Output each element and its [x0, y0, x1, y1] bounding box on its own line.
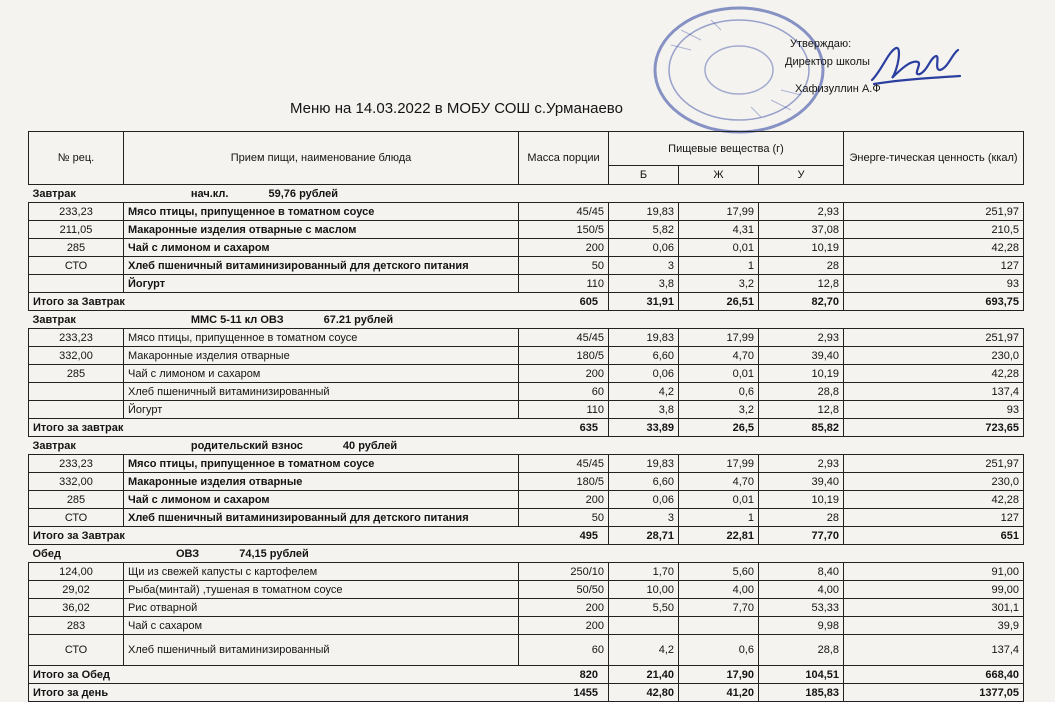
col-nutrients-header: Пищевые вещества (г): [609, 132, 844, 166]
table-row: [29, 203, 1024, 221]
protein-value: 3,8: [609, 275, 679, 293]
carb-value: 2,93: [759, 455, 844, 473]
section-header: [29, 545, 1024, 563]
protein-value: 4,2: [609, 635, 679, 666]
protein-value: 6,60: [609, 473, 679, 491]
section-note: родительский взнос: [190, 439, 303, 452]
energy-value: 39,9: [844, 617, 1024, 635]
table-row: [29, 239, 1024, 257]
protein-value: 0,06: [609, 239, 679, 257]
fat-value: 17,99: [679, 203, 759, 221]
recipe-number: [29, 383, 124, 401]
protein-value: 5,82: [609, 221, 679, 239]
table-header: [29, 132, 1024, 185]
protein-value: 6,60: [609, 347, 679, 365]
energy-value: 251,97: [844, 203, 1024, 221]
dish-name: Хлеб пшеничный витаминизированный: [124, 383, 519, 401]
section-note: ОВЗ: [175, 547, 200, 560]
carb-value: 2,93: [759, 203, 844, 221]
portion-mass: 250/10: [519, 563, 609, 581]
recipe-number: 285: [29, 239, 124, 257]
carb-value: 10,19: [759, 491, 844, 509]
dish-name: Чай с лимоном и сахаром: [124, 239, 519, 257]
protein-value: 3: [609, 509, 679, 527]
day-total-energy: 1377,05: [844, 684, 1024, 702]
carb-value: 8,40: [759, 563, 844, 581]
total-protein: 33,89: [609, 419, 679, 437]
section-note: нач.кл.: [190, 187, 229, 200]
carb-value: 37,08: [759, 221, 844, 239]
table-row: [29, 581, 1024, 599]
energy-value: 93: [844, 401, 1024, 419]
energy-value: 251,97: [844, 455, 1024, 473]
menu-table: [28, 131, 1024, 702]
portion-mass: 110: [519, 401, 609, 419]
dish-name: Макаронные изделия отварные: [124, 473, 519, 491]
portion-mass: 200: [519, 599, 609, 617]
total-mass: 820: [579, 668, 598, 681]
col-b-header: Б: [609, 166, 679, 185]
table-row: [29, 509, 1024, 527]
fat-value: 4,70: [679, 347, 759, 365]
protein-value: 3: [609, 257, 679, 275]
day-total-row: [29, 684, 1024, 702]
day-total-protein: 42,80: [609, 684, 679, 702]
energy-value: 137,4: [844, 383, 1024, 401]
recipe-number: [29, 275, 124, 293]
recipe-number: [29, 401, 124, 419]
protein-value: 19,83: [609, 329, 679, 347]
recipe-number: СТО: [29, 635, 124, 666]
fat-value: 17,99: [679, 329, 759, 347]
section-label: Завтрак: [32, 187, 76, 200]
section-header-row: [29, 311, 1024, 329]
section-total: [29, 527, 609, 545]
portion-mass: 200: [519, 365, 609, 383]
col-mass-header: Масса порции: [519, 132, 609, 185]
page-title: Меню на 14.03.2022 в МОБУ СОШ с.Урманаево: [290, 100, 623, 117]
energy-value: 251,97: [844, 329, 1024, 347]
total-mass: 495: [579, 529, 598, 542]
energy-value: 42,28: [844, 239, 1024, 257]
total-energy: 651: [844, 527, 1024, 545]
carb-value: 10,19: [759, 365, 844, 383]
total-energy: 693,75: [844, 293, 1024, 311]
recipe-number: 124,00: [29, 563, 124, 581]
recipe-number: 36,02: [29, 599, 124, 617]
dish-name: Мясо птицы, припущенное в томатном соусе: [124, 455, 519, 473]
col-u-header: У: [759, 166, 844, 185]
energy-value: 127: [844, 257, 1024, 275]
section-label: Обед: [32, 547, 61, 560]
dish-name: Хлеб пшеничный витаминизированный: [124, 635, 519, 666]
portion-mass: 45/45: [519, 329, 609, 347]
portion-mass: 50/50: [519, 581, 609, 599]
section-header-row: [29, 185, 1024, 203]
dish-name: Щи из свежей капусты с картофелем: [124, 563, 519, 581]
carb-value: 39,40: [759, 473, 844, 491]
carb-value: 9,98: [759, 617, 844, 635]
portion-mass: 110: [519, 275, 609, 293]
col-num-header: № рец.: [29, 132, 124, 185]
recipe-number: 283: [29, 617, 124, 635]
total-label: Итого за Обед: [33, 668, 111, 681]
section-header-row: [29, 437, 1024, 455]
section-price: 74,15 рублей: [239, 547, 309, 560]
table-row: [29, 221, 1024, 239]
section-header: [29, 311, 1024, 329]
recipe-number: 332,00: [29, 473, 124, 491]
table-row: [29, 491, 1024, 509]
protein-value: 0,06: [609, 365, 679, 383]
fat-value: 0,01: [679, 491, 759, 509]
fat-value: 0,01: [679, 365, 759, 383]
recipe-number: СТО: [29, 509, 124, 527]
section-total-row: [29, 527, 1024, 545]
total-carb: 85,82: [759, 419, 844, 437]
table-row: [29, 473, 1024, 491]
total-carb: 77,70: [759, 527, 844, 545]
fat-value: 4,70: [679, 473, 759, 491]
total-protein: 31,91: [609, 293, 679, 311]
director-signature: [868, 40, 963, 92]
day-total-carb: 185,83: [759, 684, 844, 702]
protein-value: 19,83: [609, 203, 679, 221]
table-row: [29, 257, 1024, 275]
fat-value: 1: [679, 509, 759, 527]
day-total-fat: 41,20: [679, 684, 759, 702]
recipe-number: 233,23: [29, 455, 124, 473]
fat-value: 3,2: [679, 275, 759, 293]
protein-value: 19,83: [609, 455, 679, 473]
portion-mass: 50: [519, 257, 609, 275]
total-fat: 26,51: [679, 293, 759, 311]
portion-mass: 45/45: [519, 203, 609, 221]
table-row: [29, 365, 1024, 383]
section-total: [29, 666, 609, 684]
carb-value: 12,8: [759, 275, 844, 293]
total-mass: 605: [579, 295, 598, 308]
protein-value: 10,00: [609, 581, 679, 599]
recipe-number: 332,00: [29, 347, 124, 365]
section-header: [29, 437, 1024, 455]
total-energy: 723,65: [844, 419, 1024, 437]
energy-value: 42,28: [844, 365, 1024, 383]
recipe-number: 233,23: [29, 203, 124, 221]
portion-mass: 150/5: [519, 221, 609, 239]
section-total: [29, 419, 609, 437]
protein-value: [609, 617, 679, 635]
fat-value: 1: [679, 257, 759, 275]
dish-name: Чай с лимоном и сахаром: [124, 365, 519, 383]
table-body: [29, 185, 1024, 702]
fat-value: 7,70: [679, 599, 759, 617]
approve-label: Утверждаю:: [790, 38, 852, 50]
section-note: ММС 5-11 кл ОВЗ: [190, 313, 284, 326]
section-total-row: [29, 293, 1024, 311]
total-carb: 104,51: [759, 666, 844, 684]
total-protein: 21,40: [609, 666, 679, 684]
portion-mass: 200: [519, 491, 609, 509]
portion-mass: 45/45: [519, 455, 609, 473]
dish-name: Хлеб пшеничный витаминизированный для детского питания: [124, 257, 519, 275]
carb-value: 10,19: [759, 239, 844, 257]
carb-value: 28,8: [759, 383, 844, 401]
col-energy-header: Энерге-тическая ценность (ккал): [844, 132, 1024, 185]
energy-value: 99,00: [844, 581, 1024, 599]
total-label: Итого за Завтрак: [33, 295, 125, 308]
table-row: [29, 383, 1024, 401]
section-price: 67.21 рублей: [323, 313, 394, 326]
fat-value: 0,6: [679, 383, 759, 401]
carb-value: 39,40: [759, 347, 844, 365]
table-row: [29, 275, 1024, 293]
fat-value: 4,00: [679, 581, 759, 599]
dish-name: Йогурт: [124, 401, 519, 419]
recipe-number: 29,02: [29, 581, 124, 599]
table-row: [29, 455, 1024, 473]
section-total: [29, 293, 609, 311]
table-row: [29, 563, 1024, 581]
day-total: [29, 684, 609, 702]
total-mass: 635: [579, 421, 598, 434]
day-total-label: Итого за день: [33, 686, 109, 699]
protein-value: 0,06: [609, 491, 679, 509]
dish-name: Макаронные изделия отварные: [124, 347, 519, 365]
carb-value: 2,93: [759, 329, 844, 347]
energy-value: 137,4: [844, 635, 1024, 666]
protein-value: 3,8: [609, 401, 679, 419]
table-row: [29, 635, 1024, 666]
dish-name: Мясо птицы, припущенное в томатном соусе: [124, 203, 519, 221]
recipe-number: 211,05: [29, 221, 124, 239]
total-protein: 28,71: [609, 527, 679, 545]
fat-value: 0,6: [679, 635, 759, 666]
table-row: [29, 599, 1024, 617]
table-row: [29, 329, 1024, 347]
fat-value: [679, 617, 759, 635]
energy-value: 93: [844, 275, 1024, 293]
carb-value: 4,00: [759, 581, 844, 599]
dish-name: Чай с лимоном и сахаром: [124, 491, 519, 509]
col-dish-header: Прием пищи, наименование блюда: [124, 132, 519, 185]
dish-name: Макаронные изделия отварные с маслом: [124, 221, 519, 239]
energy-value: 91,00: [844, 563, 1024, 581]
energy-value: 230,0: [844, 347, 1024, 365]
carb-value: 28,8: [759, 635, 844, 666]
director-label: Директор школы: [785, 56, 870, 68]
fat-value: 5,60: [679, 563, 759, 581]
recipe-number: СТО: [29, 257, 124, 275]
total-carb: 82,70: [759, 293, 844, 311]
total-label: Итого за завтрак: [33, 421, 124, 434]
total-fat: 17,90: [679, 666, 759, 684]
dish-name: Рис отварной: [124, 599, 519, 617]
portion-mass: 180/5: [519, 347, 609, 365]
protein-value: 1,70: [609, 563, 679, 581]
dish-name: Мясо птицы, припущенное в томатном соусе: [124, 329, 519, 347]
portion-mass: 60: [519, 383, 609, 401]
section-label: Завтрак: [32, 313, 76, 326]
protein-value: 4,2: [609, 383, 679, 401]
section-price: 40 рублей: [342, 439, 398, 452]
recipe-number: 233,23: [29, 329, 124, 347]
section-price: 59,76 рублей: [268, 187, 339, 200]
section-header-row: [29, 545, 1024, 563]
carb-value: 28: [759, 509, 844, 527]
director-name: Хафизуллин А.Ф: [795, 83, 881, 95]
energy-value: 42,28: [844, 491, 1024, 509]
protein-value: 5,50: [609, 599, 679, 617]
table-row: [29, 617, 1024, 635]
portion-mass: 50: [519, 509, 609, 527]
portion-mass: 180/5: [519, 473, 609, 491]
portion-mass: 200: [519, 239, 609, 257]
fat-value: 3,2: [679, 401, 759, 419]
fat-value: 0,01: [679, 239, 759, 257]
section-total-row: [29, 666, 1024, 684]
dish-name: Йогурт: [124, 275, 519, 293]
carb-value: 28: [759, 257, 844, 275]
section-header: [29, 185, 1024, 203]
portion-mass: 60: [519, 635, 609, 666]
recipe-number: 285: [29, 491, 124, 509]
energy-value: 210,5: [844, 221, 1024, 239]
table-row: [29, 401, 1024, 419]
dish-name: Рыба(минтай) ,тушеная в томатном соусе: [124, 581, 519, 599]
carb-value: 53,33: [759, 599, 844, 617]
col-zh-header: Ж: [679, 166, 759, 185]
carb-value: 12,8: [759, 401, 844, 419]
table-row: [29, 347, 1024, 365]
portion-mass: 200: [519, 617, 609, 635]
fat-value: 4,31: [679, 221, 759, 239]
section-total-row: [29, 419, 1024, 437]
total-label: Итого за Завтрак: [33, 529, 125, 542]
energy-value: 230,0: [844, 473, 1024, 491]
total-fat: 22,81: [679, 527, 759, 545]
school-seal-stamp: [651, 5, 826, 135]
day-total-mass: 1455: [573, 686, 598, 699]
dish-name: Хлеб пшеничный витаминизированный для детского питания: [124, 509, 519, 527]
fat-value: 17,99: [679, 455, 759, 473]
section-label: Завтрак: [32, 439, 76, 452]
recipe-number: 285: [29, 365, 124, 383]
energy-value: 301,1: [844, 599, 1024, 617]
dish-name: Чай с сахаром: [124, 617, 519, 635]
energy-value: 127: [844, 509, 1024, 527]
total-fat: 26,5: [679, 419, 759, 437]
total-energy: 668,40: [844, 666, 1024, 684]
